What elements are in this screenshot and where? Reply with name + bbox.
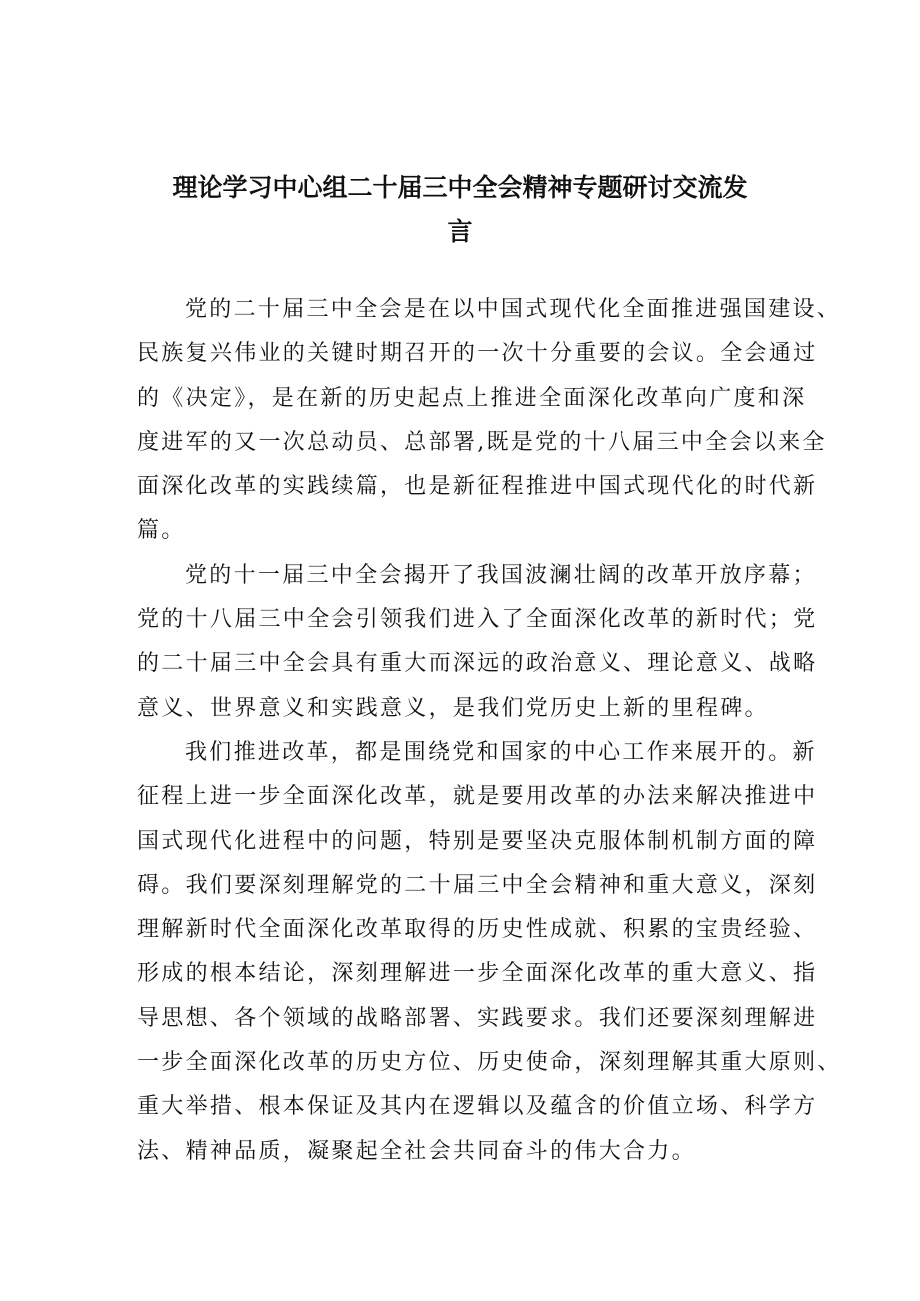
paragraph-line: 一步全面深化改革的历史方位、历史使命，深刻理解其重大原则、 (137, 1050, 842, 1076)
document-body (137, 288, 842, 1174)
paragraph-2 (137, 554, 818, 731)
paragraph-line: 党的十一届三中全会揭开了我国波澜壮阔的改革开放序幕； (185, 562, 817, 588)
document-title (120, 166, 800, 254)
paragraph-line: 民族复兴伟业的关键时期召开的一次十分重要的会议。全会通过 (137, 341, 818, 367)
paragraph-line: 党的二十届三中全会是在以中国式现代化全面推进强国建设、 (185, 297, 842, 322)
paragraph-line: 意义、世界意义和实践意义，是我们党历史上新的里程碑。 (137, 695, 769, 721)
paragraph-line: 党的十八届三中全会引领我们进入了全面深化改革的新时代；党 (137, 607, 818, 633)
paragraph-line: 面深化改革的实践续篇，也是新征程推进中国式现代化的时代新 (137, 474, 818, 500)
paragraph-line: 理解新时代全面深化改革取得的历史性成就、积累的宝贵经验、 (137, 917, 818, 943)
paragraph-line: 度进军的又一次总动员、总部署,既是党的十八届三中全会以来全 (137, 429, 827, 455)
paragraph-line: 重大举措、根本保证及其内在逻辑以及蕴含的价值立场、科学方 (137, 1094, 818, 1120)
title-line: 理论学习中心组二十届三中全会精神专题研讨交流发 (172, 173, 748, 202)
paragraph-line: 碍。我们要深刻理解党的二十届三中全会精神和重大意义，深刻 (137, 872, 818, 898)
paragraph-line: 的《决定》，是在新的历史起点上推进全面深化改革向广度和深 (137, 385, 807, 411)
paragraph-line: 国式现代化进程中的问题，特别是要坚决克服体制机制方面的障 (137, 828, 818, 854)
paragraph-line: 的二十届三中全会具有重大而深远的政治意义、理论意义、战略 (137, 651, 818, 677)
paragraph-line: 征程上进一步全面深化改革，就是要用改革的办法来解决推进中 (137, 784, 818, 810)
title-line: 言 (447, 217, 473, 246)
paragraph-1 (137, 288, 842, 554)
paragraph-line: 形成的根本结论，深刻理解进一步全面深化改革的重大意义、指 (137, 961, 818, 987)
paragraph-line: 法、精神品质，凝聚起全社会共同奋斗的伟大合力。 (137, 1138, 696, 1164)
paragraph-line: 导思想、各个领域的战略部署、实践要求。我们还要深刻理解进 (137, 1005, 818, 1031)
paragraph-3 (137, 731, 842, 1174)
paragraph-line: 我们推进改革，都是围绕党和国家的中心工作来展开的。新 (185, 739, 817, 765)
paragraph-line: 篇。 (137, 518, 186, 544)
